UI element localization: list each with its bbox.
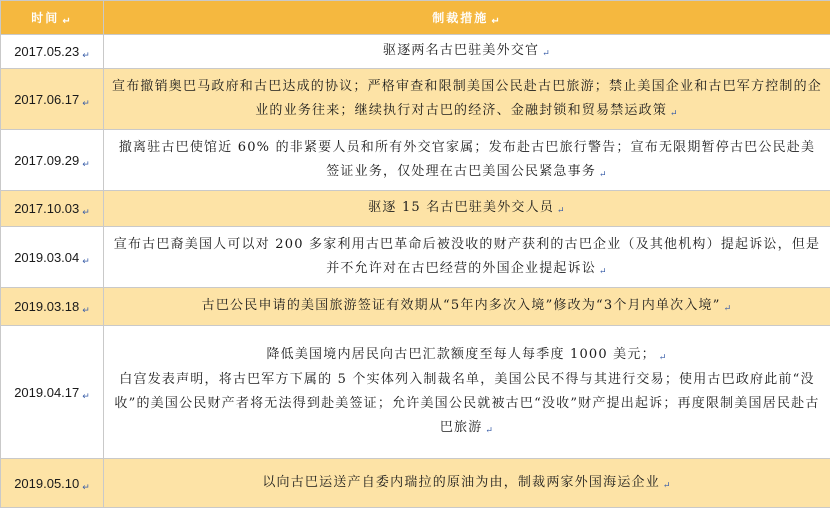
table-row [1, 459, 830, 508]
paragraph-mark-icon: ↵ [542, 49, 551, 59]
paragraph-mark-icon: ↵ [82, 255, 90, 266]
table-row [1, 227, 830, 288]
measure-text: 白宫发表声明，将古巴军方下属的 5 个实体列入制裁名单，美国公民不得与其进行交易；使用古巴政府此前“没收”的美国公民财产者将无法得到赴美签证；允许美国公民就被古巴“没收”财产提出起诉；再度限制美国居民赴古巴旅游 [114, 372, 820, 435]
measure-text: 降低美国境内居民向古巴汇款额度至每人每季度 1000 美元； [266, 347, 656, 362]
paragraph-mark-icon: ↵ [658, 353, 668, 363]
date-value: 2017.05.23 [14, 44, 80, 59]
measure-text: 撤离驻古巴使馆近 60% 的非紧要人员和所有外交官家属；发布赴古巴旅行警告；宣布无限期暂停古巴公民赴美签证业务，仅处理在古巴美国公民紧急事务 [118, 139, 816, 179]
table-row [1, 191, 830, 227]
date-value: 2019.05.10 [14, 475, 80, 491]
date-value: 2019.03.18 [14, 299, 80, 314]
measure-paragraph [112, 368, 822, 441]
table-header-row [1, 1, 830, 35]
header-measure [104, 1, 830, 35]
paragraph-mark-icon: ↵ [82, 207, 90, 217]
paragraph-mark-icon: ↵ [723, 304, 733, 314]
measure-cell [104, 459, 830, 508]
table-row [1, 288, 830, 326]
date-value: 2017.09.29 [14, 152, 80, 168]
header-measure-label: 制裁措施 [432, 11, 489, 25]
measure-text: 古巴公民申请的美国旅游签证有效期从“5年内多次入境”修改为“3个月内单次入境” [201, 298, 721, 313]
measure-text: 宣布古巴裔美国人可以对 200 多家利用古巴革命后被没收的财产获利的古巴企业（及其他机构）提起诉讼，但是并不允许对在古巴经营的外国企业提起诉讼 [113, 236, 821, 276]
paragraph-mark-icon: ↵ [82, 390, 90, 401]
table-row [1, 35, 830, 69]
paragraph-mark-icon: ↵ [62, 16, 73, 27]
date-cell [1, 288, 104, 326]
measure-paragraph [112, 343, 822, 368]
date-cell [1, 130, 104, 191]
date-value: 2019.03.04 [14, 249, 80, 265]
table-row [1, 130, 830, 191]
table-row [1, 69, 830, 130]
date-cell [1, 35, 104, 69]
paragraph-mark-icon: ↵ [82, 305, 90, 315]
measure-cell [104, 130, 830, 191]
paragraph-mark-icon: ↵ [491, 16, 502, 27]
date-value: 2017.06.17 [14, 91, 80, 107]
header-date-label: 时间 [31, 11, 60, 25]
paragraph-mark-icon: ↵ [82, 50, 90, 60]
measure-text: 宣布撤销奥巴马政府和古巴达成的协议；严格审查和限制美国公民赴古巴旅游；禁止美国企业和古巴军方控制的企业的业务往来；继续执行对古巴的经济、金融封锁和贸易禁运政策 [112, 78, 823, 118]
measure-cell [104, 69, 830, 130]
date-value: 2017.10.03 [14, 201, 80, 216]
measure-cell [104, 191, 830, 227]
paragraph-mark-icon: ↵ [662, 480, 672, 491]
date-cell [1, 191, 104, 227]
measure-text: 驱逐两名古巴驻美外交官 [383, 43, 540, 58]
paragraph-mark-icon: ↵ [599, 266, 608, 277]
header-date [1, 1, 104, 35]
date-cell [1, 69, 104, 130]
measure-cell [104, 288, 830, 326]
measure-cell [104, 326, 830, 459]
paragraph-mark-icon: ↵ [82, 97, 90, 108]
measure-cell [104, 35, 830, 69]
paragraph-mark-icon: ↵ [670, 108, 679, 119]
date-cell [1, 326, 104, 459]
measure-text: 驱逐 15 名古巴驻美外交人员 [368, 200, 555, 215]
table-row [1, 326, 830, 459]
measure-text: 以向古巴运送产自委内瑞拉的原油为由，制裁两家外国海运企业 [262, 474, 660, 490]
date-value: 2019.04.17 [14, 384, 80, 400]
paragraph-mark-icon: ↵ [485, 426, 495, 436]
measure-cell [104, 227, 830, 288]
paragraph-mark-icon: ↵ [557, 206, 566, 216]
date-cell [1, 227, 104, 288]
date-cell [1, 459, 104, 508]
paragraph-mark-icon: ↵ [82, 158, 90, 169]
paragraph-mark-icon: ↵ [599, 169, 608, 180]
paragraph-mark-icon: ↵ [82, 481, 90, 492]
